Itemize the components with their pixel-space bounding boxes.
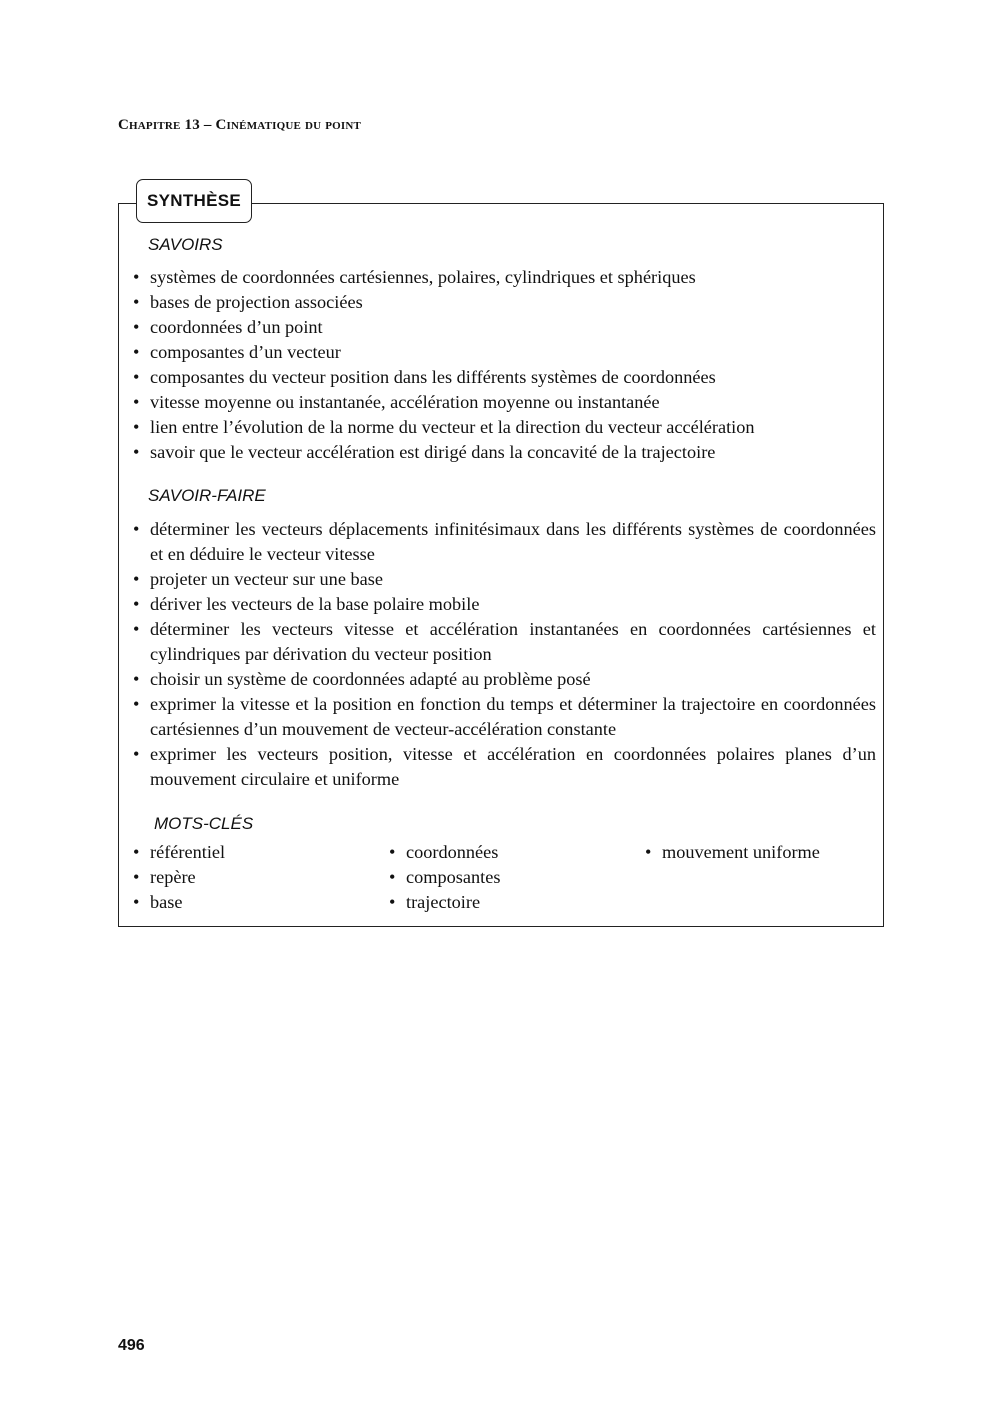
keyword-item: • base <box>131 890 225 915</box>
list-item: • exprimer la vitesse et la position en fonction du temps et déterminer la trajectoire en coordonnées cartésiennes d’un mouvement de vecteur-accélération constante <box>131 692 876 742</box>
list-item: • composantes d’un vecteur <box>131 340 876 365</box>
synthese-tab: SYNTHÈSE <box>136 179 252 223</box>
list-item: • composantes du vecteur position dans les différents systèmes de coordonnées <box>131 365 876 390</box>
keyword-item: • repère <box>131 865 225 890</box>
list-item: • bases de projection associées <box>131 290 876 315</box>
savoir-faire-heading: SAVOIR-FAIRE <box>148 486 266 505</box>
list-item: • choisir un système de coordonnées adapté au problème posé <box>131 667 876 692</box>
keyword-item: • référentiel <box>131 840 225 865</box>
list-item: • vitesse moyenne ou instantanée, accélération moyenne ou instantanée <box>131 390 876 415</box>
page-number: 496 <box>118 1337 145 1354</box>
keywords-column-2 <box>387 840 500 915</box>
list-item: • lien entre l’évolution de la norme du vecteur et la direction du vecteur accélération <box>131 415 876 440</box>
list-item: • coordonnées d’un point <box>131 315 876 340</box>
list-item: • systèmes de coordonnées cartésiennes, polaires, cylindriques et sphériques <box>131 265 876 290</box>
savoirs-list <box>131 265 876 465</box>
list-item: • savoir que le vecteur accélération est dirigé dans la concavité de la trajectoire <box>131 440 876 465</box>
list-item: • projeter un vecteur sur une base <box>131 567 876 592</box>
list-item: • déterminer les vecteurs vitesse et accélération instantanées en coordonnées cartésiennes et cylindriques par dérivation du vecteur position <box>131 617 876 667</box>
keyword-item: • trajectoire <box>387 890 500 915</box>
chapter-title: Cinématique du point <box>215 117 362 133</box>
list-item: • exprimer les vecteurs position, vitesse et accélération en coordonnées polaires planes d’un mouvement circulaire et uniforme <box>131 742 876 792</box>
chapter-label: Chapitre 13 <box>118 117 200 133</box>
keyword-item: • composantes <box>387 865 500 890</box>
keyword-item: • coordonnées <box>387 840 500 865</box>
keywords-column-1 <box>131 840 225 915</box>
list-item: • déterminer les vecteurs déplacements infinitésimaux dans les différents systèmes de coordonnées et en déduire le vecteur vitesse <box>131 517 876 567</box>
running-head <box>118 117 361 134</box>
chapter-separator: – <box>203 117 212 133</box>
mots-cles-heading: MOTS-CLÉS <box>154 814 254 833</box>
list-item: • dériver les vecteurs de la base polaire mobile <box>131 592 876 617</box>
keyword-item: • mouvement uniforme <box>643 840 820 865</box>
savoirs-heading: SAVOIRS <box>148 235 223 254</box>
keywords-column-3 <box>643 840 820 865</box>
savoir-faire-list <box>131 517 876 792</box>
